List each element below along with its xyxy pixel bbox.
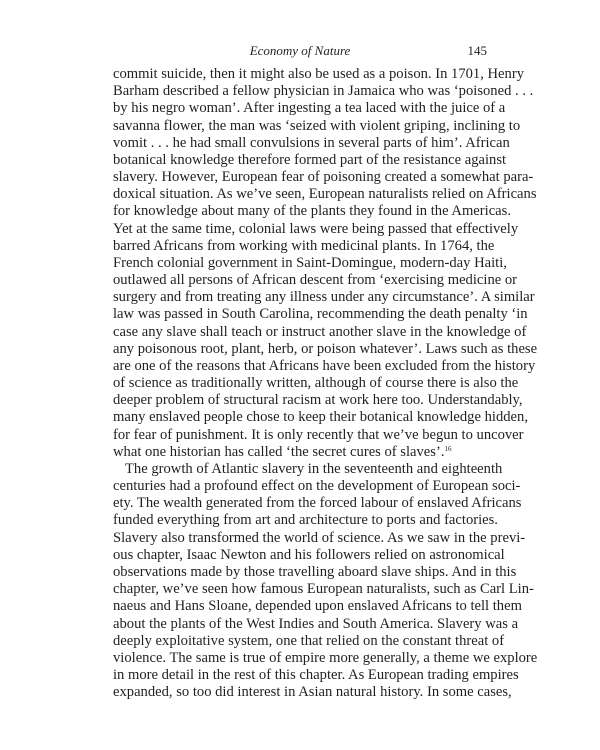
text-line xyxy=(113,220,519,238)
text-line xyxy=(113,66,524,83)
line-text: centuries had a profound effect on the development of European soci- xyxy=(113,478,521,495)
text-line xyxy=(113,169,534,186)
text-line xyxy=(113,426,524,444)
text-line xyxy=(113,546,505,564)
line-text: surgery and from treating any illness under any circumstance’. A similar xyxy=(113,289,535,306)
text-line xyxy=(113,529,526,547)
text-line xyxy=(113,375,519,392)
line-text: deeply exploitative system, one that relied on the constant threat of xyxy=(113,632,505,649)
text-line xyxy=(113,100,506,117)
running-title: Economy of Nature xyxy=(249,43,351,58)
text-line xyxy=(113,478,521,495)
line-text: law was passed in South Carolina, recommending the death penalty ‘in xyxy=(113,306,528,323)
text-line xyxy=(113,598,522,615)
text-line xyxy=(113,649,538,667)
page-header xyxy=(113,43,487,61)
text-line xyxy=(113,409,528,426)
line-text: Barham described a fellow physician in Jamaica who was ‘poisoned . . . xyxy=(113,83,534,100)
text-line xyxy=(113,203,511,220)
text-line xyxy=(113,306,528,323)
text-line xyxy=(113,340,538,358)
line-text: French colonial government in Saint-Domingue, modern-day Haiti, xyxy=(113,254,507,271)
text-line xyxy=(113,237,495,255)
line-text: botanical knowledge therefore formed part of the resistance against xyxy=(113,151,507,168)
line-text: case any slave shall teach or instruct another slave in the knowledge of xyxy=(113,323,527,340)
text-line xyxy=(113,254,507,272)
line-text: naeus and Hans Sloane, depended upon enslaved Africans to tell them xyxy=(113,598,522,615)
text-line xyxy=(113,151,507,169)
line-text: savanna flower, the man was ‘seized with violent griping, inclining to xyxy=(113,117,521,134)
text-line xyxy=(113,512,498,529)
line-text: of science as traditionally written, although of course there is also the xyxy=(113,375,519,392)
line-text: in more detail in the rest of this chapter. As European trading empires xyxy=(113,667,519,684)
text-line xyxy=(113,323,527,341)
text-line xyxy=(113,186,537,203)
line-text: for knowledge about many of the plants they found in the Americas. xyxy=(113,203,511,220)
text-line xyxy=(113,357,536,375)
line-text: barred Africans from working with medicinal plants. In 1764, the xyxy=(113,237,495,254)
body-text xyxy=(113,66,538,701)
line-text: are one of the reasons that Africans have been excluded from the history xyxy=(113,357,536,374)
line-text: violence. The same is true of empire more generally, a theme we explore xyxy=(113,649,538,666)
text-line xyxy=(113,134,510,152)
text-line xyxy=(113,495,522,512)
line-text: by his negro woman’. After ingesting a tea laced with the juice of a xyxy=(113,100,506,117)
text-line xyxy=(113,684,512,701)
paragraph xyxy=(113,66,538,461)
line-text: The growth of Atlantic slavery in the seventeenth and eighteenth xyxy=(125,460,503,477)
line-text: funded everything from art and architecture to ports and factories. xyxy=(113,512,498,529)
text-line xyxy=(113,272,518,289)
line-text: observations made by those travelling aboard slave ships. And in this xyxy=(113,563,517,580)
text-line xyxy=(113,444,487,461)
line-text: many enslaved people chose to keep their botanical knowledge hidden, xyxy=(113,409,528,426)
footnote-reference[interactable]: 16 xyxy=(444,444,452,453)
text-line xyxy=(113,615,519,633)
line-text: Slavery also transformed the world of science. As we saw in the previ- xyxy=(113,529,526,546)
line-text: outlawed all persons of African descent from ‘exercising medicine or xyxy=(113,272,518,289)
line-text: ous chapter, Isaac Newton and his followers relied on astronomical xyxy=(113,546,505,563)
line-text: chapter, we’ve seen how famous European naturalists, such as Carl Lin- xyxy=(113,581,534,598)
line-text: for fear of punishment. It is only recently that we’ve begun to uncover xyxy=(113,426,524,443)
line-text: vomit . . . he had small convulsions in several parts of him’. African xyxy=(113,134,510,151)
text-line xyxy=(113,117,521,135)
text-line xyxy=(113,667,519,684)
text-line xyxy=(113,289,535,306)
text-line xyxy=(113,83,534,100)
text-line xyxy=(113,563,517,581)
paragraph xyxy=(113,460,538,701)
page-number: 145 xyxy=(467,43,487,58)
text-line xyxy=(113,581,534,598)
line-text: doxical situation. As we’ve seen, European naturalists relied on Africans xyxy=(113,186,537,203)
line-text: what one historian has called ‘the secret cures of slaves’. xyxy=(113,443,445,460)
line-text: ety. The wealth generated from the forced labour of enslaved Africans xyxy=(113,495,522,512)
line-text: commit suicide, then it might also be used as a poison. In 1701, Henry xyxy=(113,66,524,82)
text-line xyxy=(113,392,523,409)
text-line xyxy=(113,460,503,478)
line-text: deeper problem of structural racism at work here too. Understandably, xyxy=(113,392,523,409)
line-text: any poisonous root, plant, herb, or poison whatever’. Laws such as these xyxy=(113,340,538,357)
line-text: slavery. However, European fear of poisoning created a somewhat para- xyxy=(113,169,534,186)
text-line xyxy=(113,632,505,650)
line-text: about the plants of the West Indies and South America. Slavery was a xyxy=(113,615,519,632)
line-text: expanded, so too did interest in Asian natural history. In some cases, xyxy=(113,684,512,701)
line-text: Yet at the same time, colonial laws were being passed that effectively xyxy=(113,220,519,237)
